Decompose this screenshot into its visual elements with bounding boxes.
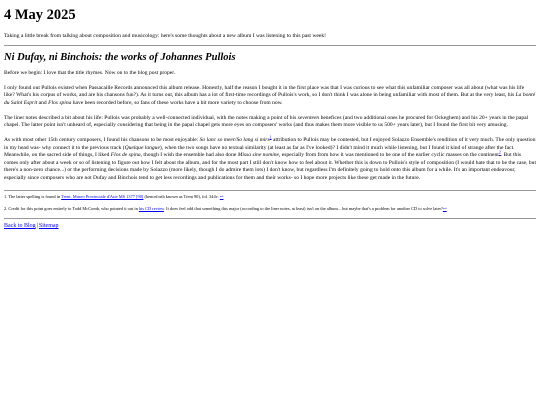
paragraph-2 (4, 85, 536, 108)
post-date: 4 May 2025 (4, 7, 76, 23)
text-span: As with most other 15th century composers, I found his chansons to be most enjoyable: (4, 136, 200, 143)
text-span: (henceforth known as Trent 90), fol. 344v. (143, 193, 220, 199)
footnote-link-2[interactable]: 2 (498, 149, 501, 155)
divider (4, 190, 536, 191)
footnote-link-1[interactable]: 1 (269, 134, 272, 140)
work-title: Missa sine nomine (237, 152, 280, 159)
work-title: La bonté du Saint Esprit (4, 92, 536, 106)
back-to-blog-link[interactable]: Back to Blog (4, 223, 36, 230)
nav-separator: | (36, 223, 38, 230)
text-span: have been recorded before, so fans of these works have a bit more variety to choose from now. (71, 100, 283, 106)
text-span: 1. The latter spelling is found in (4, 193, 62, 199)
emphasis: seventeen (297, 114, 320, 121)
work-title: So lanc so meer/So lang si mirs (199, 136, 270, 143)
sitemap-link[interactable]: Sitemap (38, 223, 59, 230)
work-title: Quelque langue (124, 144, 160, 151)
divider (4, 45, 536, 46)
text-span: 2. Credit for this point goes entirely to Todd McComb, who pointed it out in (4, 205, 139, 211)
text-span: benefices (and two additional ones he procured for Ockeghem) and his 20+ years in the papal chapel. The latter point isn't unheard of, especially considering that being in the papal chapel gets more eyes on composers' works (and thus makes them more visible to us 500+ years later), but I found the first bit very amusing. (4, 114, 529, 129)
footer-nav (4, 223, 536, 231)
footnotes (4, 190, 536, 212)
footnote-list (4, 194, 536, 212)
trent-90-link[interactable]: Trent, Museo Provinciale d'Arte MS 1377 [90] (61, 193, 144, 199)
text-span: The liner notes described a bit about his life: Pullois was probably a well-connected individual, with the notes making a point of his (4, 114, 298, 121)
paragraph-3 (4, 115, 536, 130)
work-title: Flos de spina (110, 152, 141, 159)
paragraph-4 (4, 134, 536, 183)
text-span: I only found out Pullois existed when Passacaille Records announced this album release. Honestly, half the reason I bought it in the first place was that I was curious to see what this unfamiliar composer was all about (what was his life like? What's his corpus of works, and are his chansons fun?). As it turns out, this album has a lot of first-time recordings of Pullois's work, so I don't think I was alone in being unfamiliar with most of them. But at the very least, his (4, 84, 525, 99)
text-span: ), when the two songs have no textual similarity (at least as far as I've looked)? I didn't mind it much while listening, but I found it kind of strange after the fact. Meanwhile, on the sacred side of things, I liked (4, 144, 515, 159)
text-span: . It does feel odd that something this major (according to the liner notes, at least) isn't on the album... but maybe that's a problem for another CD to solve later? (163, 205, 443, 211)
text-span: and (37, 100, 49, 106)
divider (4, 218, 536, 219)
cd-review-link[interactable]: his CD review (138, 205, 164, 211)
text-span: , especially from from how it was mentioned to be one of the earlier cyclic masses on the continent (279, 152, 499, 159)
footnote-1 (4, 194, 536, 200)
text-span: , though I wish the ensemble had also done (140, 152, 238, 159)
footnote-backlink-2[interactable]: ↩ (442, 205, 447, 211)
footnote-2 (4, 206, 536, 212)
post-title: Ni Dufay, ni Binchois: the works of Johannes Pullois (4, 52, 236, 64)
footnote-backlink-1[interactable]: ↩ (219, 193, 224, 199)
text-span: . But this comes only after about a week or so of listening to figure out how I felt about the album, and for the most part I still don't know how to feel about it. Whether this is down to Pullois's style of composition (I would hate that to be the case, but there's a non-zero chance...) or the performing decisions made by Solazzo (more likely, though I do admire them lots) I don't know, but regardless I'm definitely going to hold onto this album for a while. It's an important endeavour, especially since composers who are not Dufay and Binchois tend to get less recordings and publications for them and their works- so I hope more projects like these get made in the future. (4, 152, 536, 182)
text-span: attribution to Pullois may be contested, but I enjoyed Solazzo Ensemble's rendition of it very much. The only question in my head was- why connect it to the previous track ( (4, 136, 536, 151)
paragraph-1: Before we begin: I love that the title rhymes. Now on to the blog post proper. (4, 70, 176, 77)
work-title: Flos spina (48, 100, 72, 106)
intro-text: Taking a little break from talking about composition and musicology: here's some thoughts about a new album I was listening to this past week! (4, 32, 327, 39)
